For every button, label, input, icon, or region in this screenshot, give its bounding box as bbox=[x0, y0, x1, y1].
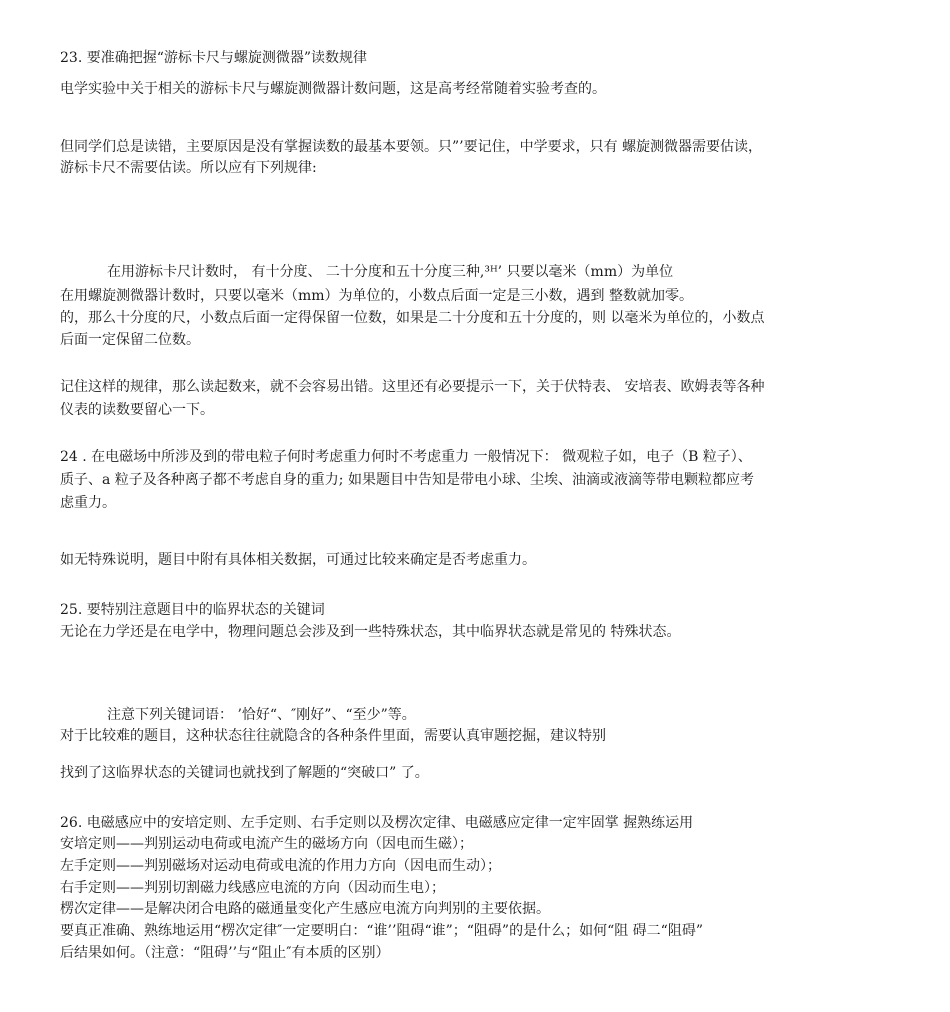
heading-23: 23. 要准确把握“游标卡尺与螺旋测微器”读数规律 bbox=[60, 50, 368, 66]
paragraph-line: 后面一定保留二位数。 bbox=[60, 332, 200, 348]
rule-line-lenz: 楞次定律——是解决闭合电路的磁通量变化产生感应电流方向判别的主要依据。 bbox=[60, 901, 550, 917]
paragraph-line: 无论在力学还是在电学中，物理问题总会涉及到一些特殊状态，其中临界状态就是常见的 特殊状态。 bbox=[60, 624, 681, 640]
paragraph-line: 记住这样的规律，那么读起数来，就不会容易出错。这里还有必要提示一下，关于伏特表、 安培表、欧姆表等各种 bbox=[60, 379, 765, 395]
paragraph-line: 要真正准确、熟练地运用“楞次定律″一定要明白：“谁’’阻碍“谁”；“阻碍”的是什么；如何“阻 碍二“阻碍” bbox=[60, 923, 703, 939]
heading-24: 24 . 在电磁场中所涉及到的带电粒子何时考虑重力何时不考虑重力 一般情况下： 微观粒子如，电子（B 粒子）、 bbox=[60, 449, 752, 465]
paragraph-line: 虑重力。 bbox=[60, 495, 116, 511]
heading-26: 26. 电磁感应中的安培定则、左手定则、右手定则以及楞次定律、电磁感应定律一定牢固掌 握熟练运用 bbox=[60, 815, 694, 831]
paragraph-line: 对于比较难的题目，这种状态往往就隐含的各种条件里面，需要认真审题挖掘，建议特别 bbox=[60, 728, 606, 744]
paragraph-line: 电学实验中关于相关的游标卡尺与螺旋测微器计数问题，这是高考经常随着实验考查的。 bbox=[60, 81, 606, 97]
paragraph-line: 质子、a 粒子及各种离子都不考虑自身的重力; 如果题目中告知是带电小球、尘埃、油滴或液滴等带电颗粒都应考 bbox=[60, 472, 754, 488]
paragraph-line: 找到了这临界状态的关键词也就找到了解题的“突破口” 了。 bbox=[60, 765, 429, 781]
paragraph-line: 仪表的读数要留心一下。 bbox=[60, 402, 214, 418]
rule-line-right-hand: 右手定则——判别切割磁力线感应电流的方向（因动而生电）； bbox=[60, 880, 445, 896]
heading-25: 25. 要特别注意题目中的临界状态的关键词 bbox=[60, 602, 325, 618]
paragraph-line: 的，那么十分度的尺，小数点后面一定得保留一位数，如果是二十分度和五十分度的，则 以毫米为单位的，小数点 bbox=[60, 310, 765, 326]
paragraph-line: 注意下列关键词语： ’恰好“、″刚好”、“至少”等。 bbox=[107, 707, 416, 723]
paragraph-line: 但同学们总是读错，主要原因是没有掌握读数的最基本要领。只”’要记住，中学要求，只有 螺旋测微器需要估读， bbox=[60, 139, 763, 155]
rule-line-left-hand: 左手定则——判别磁场对运动电荷或电流的作用力方向（因电而生动）； bbox=[60, 858, 501, 874]
rule-line-ampere: 安培定则——判别运动电荷或电流产生的磁场方向（因电而生磁）； bbox=[60, 836, 473, 852]
paragraph-line: 在用螺旋测微器计数时，只要以毫米（mm）为单位的，小数点后面一定是三小数，遇到 整数就加零。 bbox=[60, 288, 693, 304]
paragraph-line: 在用游标卡尺计数时， 有十分度、 二十分度和五十分度三种,³ᴴ’ 只要以毫米（mm）为单位 bbox=[107, 264, 674, 280]
paragraph-line: 如无特殊说明，题目中附有具体相关数据，可通过比较来确定是否考虑重力。 bbox=[60, 552, 536, 568]
paragraph-line: 游标卡尺不需要估读。所以应有下列规律: bbox=[60, 160, 317, 176]
paragraph-line: 后结果如何。（注意：“阻碍’’与“阻止″有本质的区别） bbox=[60, 945, 390, 961]
